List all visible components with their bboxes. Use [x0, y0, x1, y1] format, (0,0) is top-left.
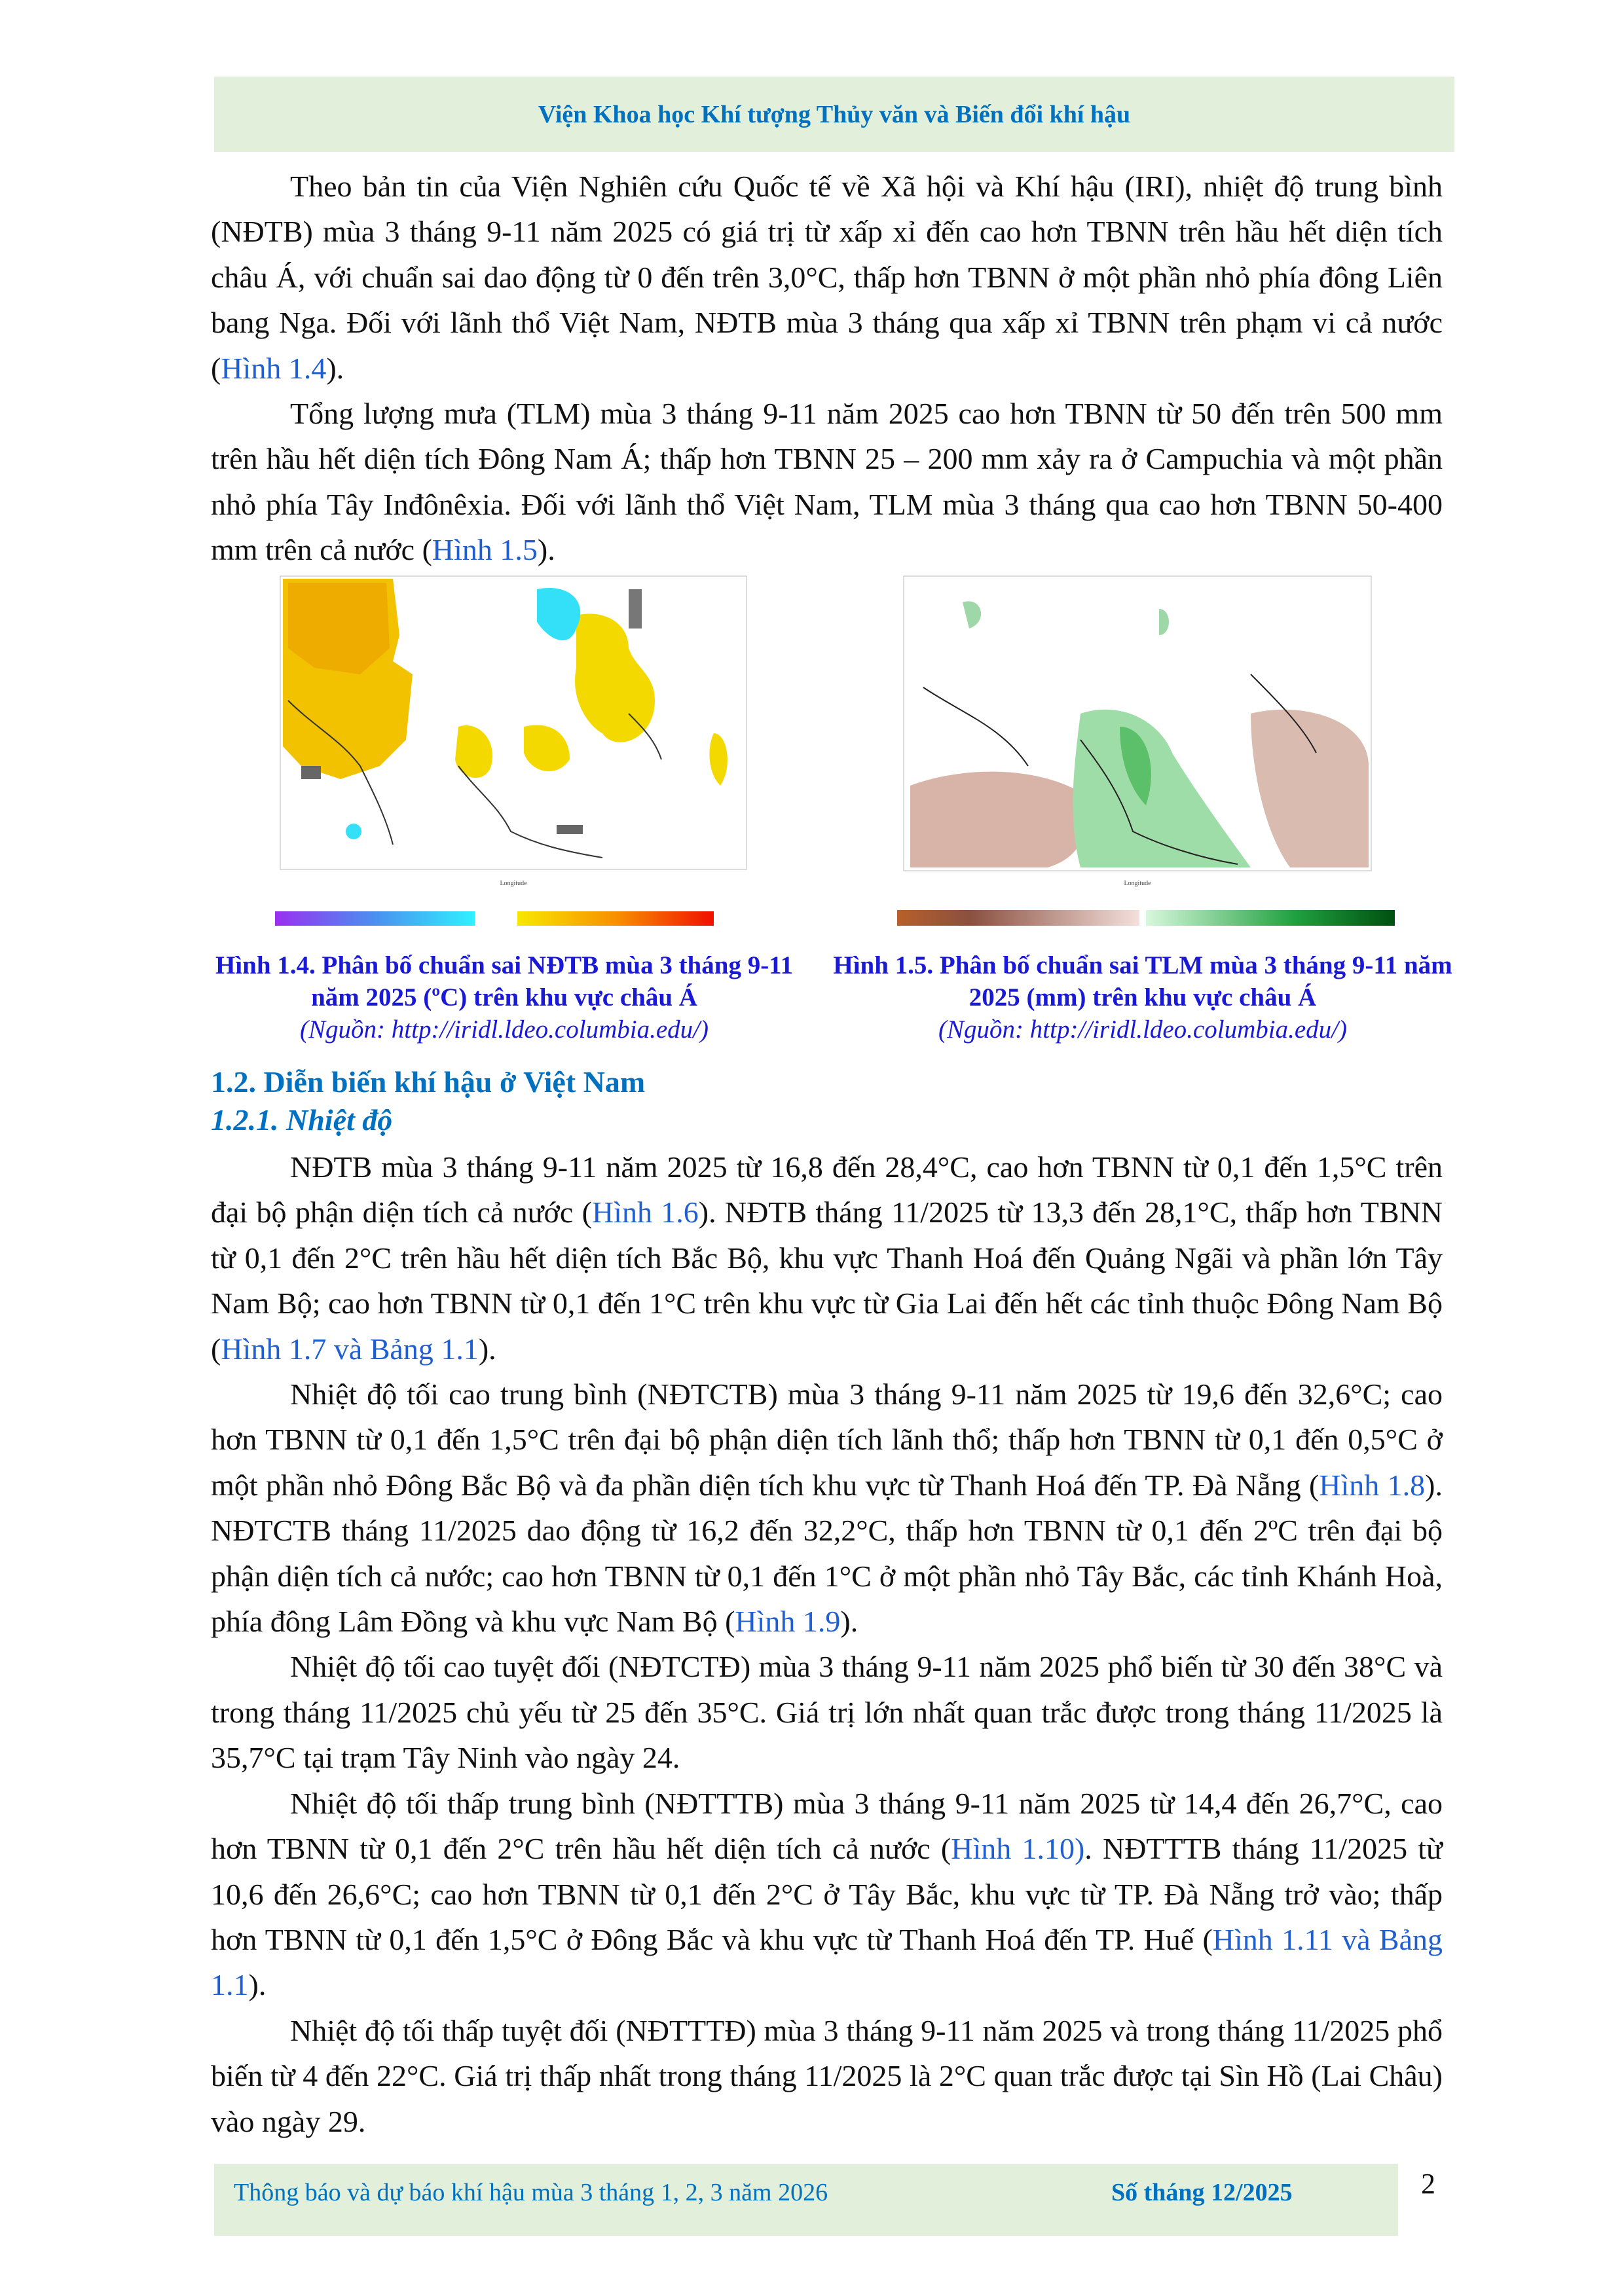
caption-title: Hình 1.4. Phân bố chuẩn sai NĐTB mùa 3 tháng 9-11 năm 2025 (ºC) trên khu vực châu Á	[215, 951, 794, 1011]
text: ).	[840, 1605, 858, 1639]
footer-issue: Số tháng 12/2025	[1111, 2179, 1293, 2206]
page-number: 2	[1421, 2168, 1435, 2200]
text: Nhiệt độ tối thấp trung bình (NĐTTTB) mùa 3 tháng 9-11 năm 2025 từ 14,4 đến 26,7°C, cao hơn TBNN từ 0,1 đến 2°C trên hầu hết diện tích cả nước (	[211, 1786, 1443, 1866]
figure-link[interactable]: Hình 1.11 và Bảng 1.1	[211, 1922, 1443, 2002]
figure-caption-1-5	[832, 949, 1454, 1046]
subsection-heading: 1.2.1. Nhiệt độ	[211, 1103, 393, 1137]
page-header	[214, 77, 1454, 152]
colorbar-positive	[517, 911, 714, 926]
figure-caption-1-4	[196, 949, 812, 1046]
text: NĐTB mùa 3 tháng 9-11 năm 2025 từ 16,8 đến 28,4°C, cao hơn TBNN từ 0,1 đến 1,5°C trên đại bộ phận diện tích cả nước (	[211, 1150, 1443, 1230]
axis-label: Longitude	[1124, 880, 1151, 887]
temperature-text	[211, 1144, 1443, 2144]
colorbar-negative	[897, 910, 1139, 926]
footer-title: Thông báo và dự báo khí hậu mùa 3 tháng 1, 2, 3 năm 2026	[234, 2179, 828, 2206]
colorbar-negative	[275, 911, 475, 926]
figure-link[interactable]: Hình 1.8	[1319, 1468, 1426, 1502]
figure-link[interactable]: Hình 1.4	[221, 351, 327, 385]
text: Tổng lượng mưa (TLM) mùa 3 tháng 9-11 năm 2025 cao hơn TBNN từ 50 đến trên 500 mm trên hầu hết diện tích Đông Nam Á; thấp hơn TBNN 25 – 200 mm xảy ra ở Campuchia và một phần nhỏ phía Tây Inđônêxia. Đối với lãnh thổ Việt Nam, TLM mùa 3 tháng qua cao hơn TBNN 50-400 mm trên cả nước (	[211, 397, 1443, 567]
figure-link[interactable]: Hình 1.10)	[951, 1832, 1085, 1866]
text: ).	[478, 1332, 496, 1366]
figure-link[interactable]: Hình 1.7 và Bảng 1.1	[221, 1332, 479, 1366]
figure-link[interactable]: Hình 1.6	[591, 1195, 699, 1230]
text: ).	[248, 1968, 267, 2002]
text: . NĐTTTB tháng 11/2025 từ 10,6 đến 26,6°C; cao hơn TBNN từ 0,1 đến 2°C ở Tây Bắc, khu vực từ TP. Đà Nẵng trở vào; thấp hơn TBNN từ 0,1 đến 1,5°C ở Đông Bắc và khu vực từ Thanh Hoá đến TP. Huế (	[211, 1832, 1443, 1956]
text: Theo bản tin của Viện Nghiên cứu Quốc tế về Xã hội và Khí hậu (IRI), nhiệt độ trung bình (NĐTB) mùa 3 tháng 9-11 năm 2025 có giá trị từ xấp xỉ đến cao hơn TBNN trên hầu hết diện tích châu Á, với chuẩn sai dao động từ 0 đến trên 3,0°C, thấp hơn TBNN ở một phần nhỏ phía đông Liên bang Nga. Đối với lãnh thổ Việt Nam, NĐTB mùa 3 tháng qua xấp xỉ TBNN trên phạm vi cả nước (	[211, 170, 1443, 385]
text: ).	[537, 533, 555, 567]
paragraph	[211, 1372, 1443, 1644]
figure-link[interactable]: Hình 1.9	[735, 1605, 841, 1639]
text: ). NĐTB tháng 11/2025 từ 13,3 đến 28,1°C, thấp hơn TBNN từ 0,1 đến 2°C trên hầu hết diện tích Bắc Bộ, khu vực Thanh Hoá đến Quảng Ngãi và phần lớn Tây Nam Bộ; cao hơn TBNN từ 0,1 đến 1°C trên khu vực từ Gia Lai đến hết các tỉnh thuộc Đông Nam Bộ (	[211, 1195, 1443, 1366]
paragraph: Nhiệt độ tối thấp tuyệt đối (NĐTTTĐ) mùa 3 tháng 9-11 năm 2025 và trong tháng 11/2025 phổ biến từ 4 đến 22°C. Giá trị thấp nhất trong tháng 11/2025 là 2°C quan trắc được tại Sìn Hồ (Lai Châu) vào ngày 29.	[211, 2013, 1443, 2138]
paragraph	[211, 164, 1443, 391]
axis-label: Longitude	[500, 880, 527, 887]
figure-link[interactable]: Hình 1.5	[432, 533, 538, 567]
paragraph	[211, 1781, 1443, 2008]
text: ). NĐTCTB tháng 11/2025 dao động từ 16,2 đến 32,2°C, thấp hơn TBNN từ 0,1 đến 2ºC trên đại bộ phận diện tích cả nước; cao hơn TBNN từ 0,1 đến 1°C ở một phần nhỏ Tây Bắc, các tỉnh Khánh Hoà, phía đông Lâm Đồng và khu vực Nam Bộ (	[211, 1468, 1443, 1639]
caption-source: (Nguồn: http://iridl.ldeo.columbia.edu/)	[938, 1015, 1347, 1044]
caption-title: Hình 1.5. Phân bố chuẩn sai TLM mùa 3 tháng 9-11 năm 2025 (mm) trên khu vực châu Á	[833, 951, 1452, 1011]
paragraph	[211, 1144, 1443, 1372]
caption-source: (Nguồn: http://iridl.ldeo.columbia.edu/)	[300, 1015, 709, 1044]
section-heading: 1.2. Diễn biến khí hậu ở Việt Nam	[211, 1065, 646, 1099]
paragraph: Nhiệt độ tối cao tuyệt đối (NĐTCTĐ) mùa 3 tháng 9-11 năm 2025 phổ biến từ 30 đến 38°C và trong tháng 11/2025 chủ yếu từ 25 đến 35°C. Giá trị lớn nhất quan trắc được trong tháng 11/2025 là 35,7°C tại trạm Tây Ninh vào ngày 24.	[211, 1650, 1443, 1775]
header-title: Viện Khoa học Khí tượng Thủy văn và Biến đổi khí hậu	[538, 100, 1131, 128]
temperature-anomaly-map	[262, 570, 766, 943]
text: Nhiệt độ tối cao trung bình (NĐTCTB) mùa 3 tháng 9-11 năm 2025 từ 19,6 đến 32,6°C; cao hơn TBNN từ 0,1 đến 1,5°C trên đại bộ phận diện tích lãnh thổ; thấp hơn TBNN từ 0,1 đến 0,5°C ở một phần nhỏ Đông Bắc Bộ và đa phần diện tích khu vực từ Thanh Hoá đến TP. Đà Nẵng (	[211, 1377, 1443, 1502]
colorbar-positive	[1146, 910, 1395, 926]
paragraph	[211, 391, 1443, 573]
page-footer	[214, 2164, 1398, 2236]
rainfall-anomaly-map	[884, 570, 1401, 943]
intro-text	[211, 164, 1443, 573]
text: ).	[326, 351, 344, 385]
